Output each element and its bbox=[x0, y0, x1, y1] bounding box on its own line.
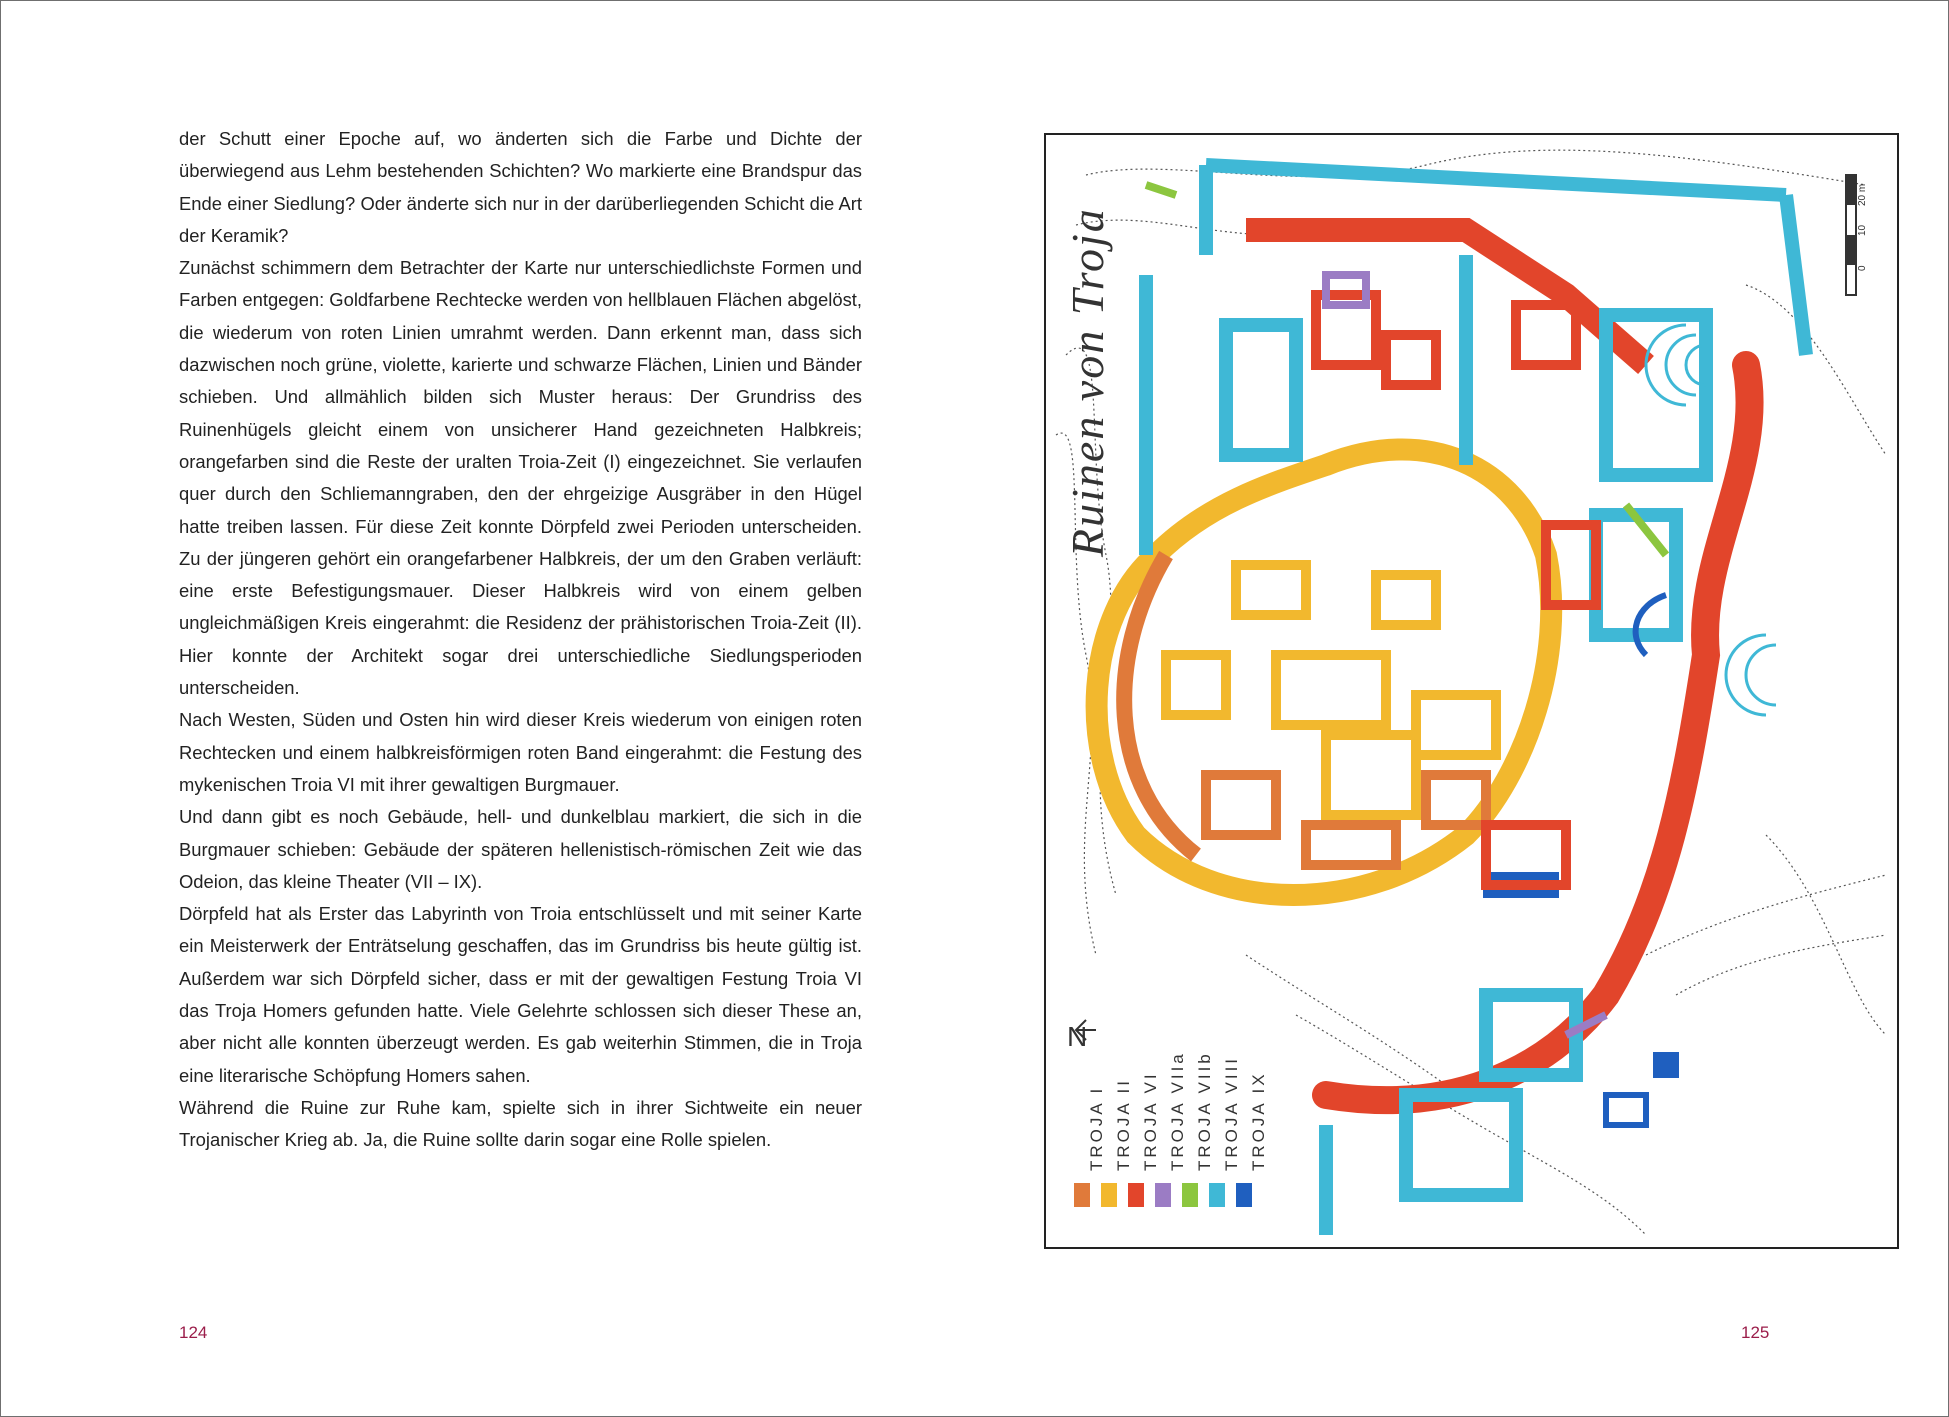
legend-swatch-troja-viii bbox=[1209, 1183, 1225, 1207]
legend-label-troja-ii: TROJA II bbox=[1114, 1078, 1133, 1171]
legend-swatch-troja-viia bbox=[1155, 1183, 1171, 1207]
paragraph-6: Während die Ruine zur Ruhe kam, spielte sich in ihrer Sichtweite ein neuer Trojanischer Krieg ab. Ja, die Ruine sollte darin sogar eine Rolle spielen. bbox=[179, 1096, 862, 1151]
legend-label-troja-viia: TROJA VIIa bbox=[1168, 1051, 1187, 1171]
scale-label-0: 0 bbox=[1857, 265, 1868, 271]
legend-label-troja-vi: TROJA VI bbox=[1141, 1071, 1160, 1171]
paragraph-3: Nach Westen, Süden und Osten hin wird dieser Kreis wiederum von einigen roten Rechtecken und einem halbkreisförmigen roten Band eingerahmt: die Festung des mykenischen Troia VI mit ihrer gewaltigen Burgmauer. bbox=[179, 709, 862, 795]
scale-bar bbox=[1846, 175, 1856, 295]
paragraph-1: der Schutt einer Epoche auf, wo änderten sich die Farbe und Dichte der überwiegend aus Lehm bestehenden Schichten? Wo markierte eine Brandspur das Ende einer Siedlung? Oder änderte sich nur in der darüberliegenden Schicht die Art der Keramik? bbox=[179, 128, 862, 246]
north-label: N bbox=[1067, 1021, 1088, 1052]
legend-label-troja-viib: TROJA VIIb bbox=[1195, 1051, 1214, 1171]
paragraph-4: Und dann gibt es noch Gebäude, hell- und dunkelblau markiert, die sich in die Burgmauer schieben: Gebäude der späteren hellenistisch-römischen Zeit wie das Odeion, das kleine Theater (VII – IX). bbox=[179, 806, 862, 892]
scale-label-20: 20 m bbox=[1857, 183, 1868, 206]
page-number-left: 124 bbox=[179, 1323, 208, 1342]
legend-swatch-troja-viib bbox=[1182, 1183, 1198, 1207]
troja-i-arc bbox=[1124, 555, 1196, 855]
scale-label-10: 10 bbox=[1857, 224, 1868, 236]
paragraph-5: Dörpfeld hat als Erster das Labyrinth von Troia entschlüsselt und mit seiner Karte ein Meisterwerk der Enträtselung geschaffen, das im Grundriss bis heute gültig ist. Außerdem war sich Dörpfeld sicher, dass er mit der gewaltigen Festung Troia VI das Troja Homers gefunden hatte. Viele Gelehrte schlossen sich dieser These an, aber nicht alle konnten überzeugt werden. Es gab weiterhin Stimmen, die in Troja eine literarische Schöpfung Homers sahen. bbox=[179, 903, 862, 1086]
legend-swatch-troja-vi bbox=[1128, 1183, 1144, 1207]
legend-swatch-troja-i bbox=[1074, 1183, 1090, 1207]
paragraph-2: Zunächst schimmern dem Betrachter der Karte nur unterschiedlichste Formen und Farben entgegen: Goldfarbene Rechtecke werden von hellblauen Flächen abgelöst, die wiederum von roten Linien umrahmt werden. Dann erkennt man, dass sich dazwischen noch grüne, violette, karierte und schwarze Flächen, Linien und Bänder schieben. Und allmählich bilden sich Muster heraus: Der Grundriss des Ruinenhügels gleicht einem von unsicherer Hand gezeichneten Halbkreis; orangefarben sind die Reste der uralten Troia-Zeit (I) eingezeichnet. Sie verlaufen quer durch den Schliemanngraben, den der ehrgeizige Ausgräber in den Hügel hatte treiben lassen. Für diese Zeit konnte Dörpfeld zwei Perioden unterscheiden. Zu der jüngeren gehört ein orangefarbener Halbkreis, der um den Graben verläuft: eine erste Befestigungsmauer. Dieser Halbkreis wird von einem gelben ungleichmäßigen Kreis eingerahmt: die Residenz der prähistorischen Troia-Zeit (II). Hier konnte der Architekt sogar drei unterschiedliche Siedlungsperioden unterscheiden. bbox=[179, 257, 862, 699]
left-page-text bbox=[179, 123, 862, 1157]
page-number-right: 125 bbox=[1741, 1323, 1770, 1342]
legend-label-troja-ix: TROJA IX bbox=[1249, 1071, 1268, 1171]
legend-swatch-troja-ii bbox=[1101, 1183, 1117, 1207]
legend-label-troja-viii: TROJA VIII bbox=[1222, 1055, 1241, 1171]
legend-label-troja-i: TROJA I bbox=[1087, 1085, 1106, 1171]
legend-swatch-troja-ix bbox=[1236, 1183, 1252, 1207]
map-title: Ruinen von Troja bbox=[1062, 207, 1113, 557]
legend-swatches bbox=[1074, 1183, 1252, 1207]
troja-vi-north-wall bbox=[1246, 230, 1646, 365]
